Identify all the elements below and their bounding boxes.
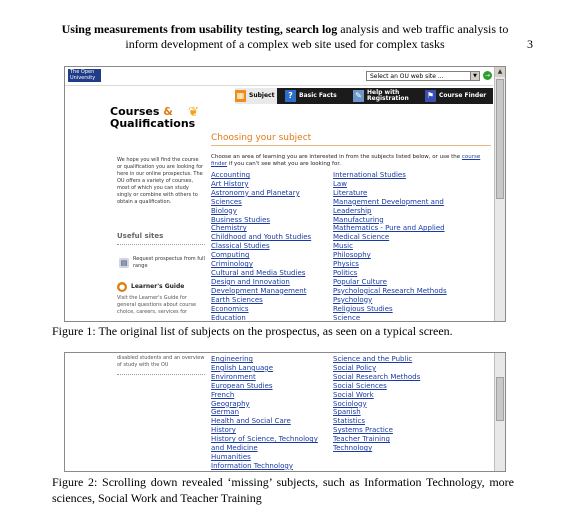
scrollbar[interactable] xyxy=(494,353,505,471)
subject-link[interactable]: Sociology xyxy=(333,399,367,408)
subject-link[interactable]: History of Science, Technology xyxy=(211,435,318,444)
course-finder-link[interactable]: course finder xyxy=(211,154,481,167)
subject-list-left xyxy=(211,355,318,471)
chevron-down-icon[interactable]: ▼ xyxy=(470,72,479,80)
subject-link[interactable]: Engineering xyxy=(211,355,253,363)
subject-link[interactable]: Systems Practice xyxy=(333,426,393,435)
subject-link[interactable]: History xyxy=(211,426,236,435)
subject-link[interactable]: French xyxy=(211,390,235,399)
scroll-up-icon[interactable]: ▲ xyxy=(495,67,505,77)
help-icon: ✎ xyxy=(353,90,364,102)
prospectus-icon: ▤ xyxy=(120,259,128,267)
subject-link[interactable]: Manufacturing xyxy=(333,215,384,224)
subject-link[interactable]: Medical Science xyxy=(333,233,390,242)
question-icon: ? xyxy=(285,90,296,102)
scroll-thumb[interactable] xyxy=(496,79,504,199)
subject-link[interactable]: Biology xyxy=(211,206,237,215)
subject-link[interactable]: Economics xyxy=(211,304,249,313)
learner-guide-text: Visit the Learner's Guide for general questions about course choice, careers, services for xyxy=(117,295,197,315)
subject-link[interactable]: Leadership xyxy=(333,206,372,215)
subject-link[interactable]: Childhood and Youth Studies xyxy=(211,233,312,242)
page-heading: Choosing your subject xyxy=(211,133,491,146)
subject-link[interactable]: Design and Innovation xyxy=(211,277,290,286)
figure1-caption: Figure 1: The original list of subjects on the prospectus, as seen on a typical screen. xyxy=(52,324,453,338)
subject-link[interactable]: Social Sciences xyxy=(333,381,387,390)
subject-link[interactable]: Education xyxy=(211,313,246,322)
learner-guide-text-continued: disabled students and an overview of study with the OU xyxy=(117,355,205,375)
subject-link[interactable]: Health and Social Care xyxy=(211,417,291,426)
learner-guide-icon: ● xyxy=(118,283,126,291)
ou-logo[interactable]: The Open University xyxy=(68,69,101,82)
subject-link[interactable]: Music xyxy=(333,242,353,251)
subject-list-right xyxy=(333,171,447,322)
subject-link[interactable]: Psychological Research Methods xyxy=(333,286,447,295)
request-prospectus-link[interactable]: Request prospectus from full range xyxy=(133,256,205,269)
course-finder-icon: ⚑ xyxy=(426,90,435,100)
subject-link[interactable]: Spanish xyxy=(333,408,361,417)
subject-link[interactable]: Literature xyxy=(333,188,368,197)
subject-link[interactable]: Religious Studies xyxy=(333,304,393,313)
subject-link[interactable]: Popular Culture xyxy=(333,277,387,286)
site-select[interactable]: Select an OU web site ... ▼ xyxy=(366,71,480,81)
subject-link[interactable]: Astronomy and Planetary xyxy=(211,188,300,197)
figure2-screenshot xyxy=(64,352,506,472)
scroll-thumb[interactable] xyxy=(496,377,504,421)
subject-link[interactable]: Statistics xyxy=(333,417,365,426)
subject-link[interactable]: Psychology xyxy=(333,295,373,304)
useful-sites-heading: Useful sites xyxy=(117,232,205,245)
subject-link[interactable]: Science and the Public xyxy=(333,355,413,363)
subject-link[interactable]: Philosophy xyxy=(333,251,371,260)
subject-link[interactable]: English Language xyxy=(211,363,274,372)
subject-link[interactable]: Physics xyxy=(333,260,359,269)
subject-link[interactable]: Accounting xyxy=(211,171,251,179)
nav-subject[interactable]: ▦ Subject xyxy=(235,88,277,104)
nav-basic-facts[interactable]: ? Basic Facts xyxy=(285,88,337,104)
subject-link[interactable]: Sciences xyxy=(211,197,242,206)
subject-link[interactable]: Technology xyxy=(333,444,373,453)
subject-list-right xyxy=(333,355,420,453)
subject-link[interactable]: Art History xyxy=(211,179,249,188)
subject-link[interactable]: European Studies xyxy=(211,381,273,390)
page-number: 3 xyxy=(527,37,533,51)
subjects-intro: Choose an area of learning you are interested in from the subjects listed below, or use the course finder if you can't see what you are looking for. xyxy=(211,154,481,167)
nav-help-registration[interactable]: ✎ Help with Registration xyxy=(353,88,409,104)
scrollbar[interactable] xyxy=(494,67,505,321)
subject-link[interactable]: Management Development and xyxy=(333,197,444,206)
butterfly-icon: ❦ xyxy=(188,105,199,120)
subject-list-left xyxy=(211,171,311,322)
header-title-rest: analysis and web traffic analysis to xyxy=(337,22,509,36)
subject-link[interactable]: German xyxy=(211,408,240,417)
subject-link[interactable]: Chemistry xyxy=(211,224,247,233)
header-line2: inform development of a complex web site used for complex tasks xyxy=(125,37,445,51)
header-title-bold: Using measurements from usability testing, search log xyxy=(61,22,338,36)
main-nav xyxy=(235,88,493,104)
subject-link[interactable]: Humanities xyxy=(211,452,251,461)
subject-link[interactable]: Development Management xyxy=(211,286,307,295)
subject-link[interactable]: Law xyxy=(333,179,347,188)
subject-link[interactable]: Social Policy xyxy=(333,363,377,372)
subject-link[interactable]: Computing xyxy=(211,251,250,260)
nav-course-finder[interactable]: ⚑ Course Finder xyxy=(426,90,487,100)
ou-topbar xyxy=(65,67,493,86)
figure2-caption: Figure 2: Scrolling down revealed ‘missing’ subjects, such as Information Technology, more sciences, Social Work and Teacher Training xyxy=(52,475,514,505)
subject-link[interactable]: Social Research Methods xyxy=(333,372,421,381)
subject-link[interactable]: Criminology xyxy=(211,260,254,269)
subject-link[interactable]: Information Technology xyxy=(211,461,293,470)
subject-link[interactable]: Classical Studies xyxy=(211,242,270,251)
intro-sidebar-text: We hope you will find the course or qualification you are looking for here in our online prospectus. The OU offers a variety of courses, most of which you can study singly or combine with others to obtain a qualification. xyxy=(117,157,204,205)
subject-icon: ▦ xyxy=(236,90,245,100)
subject-link[interactable]: Social Work xyxy=(333,390,374,399)
subject-link[interactable]: Business Studies xyxy=(211,215,271,224)
subject-link[interactable]: and Medicine xyxy=(211,444,258,453)
go-button[interactable]: → xyxy=(484,72,491,79)
subject-link[interactable]: International Studies xyxy=(333,171,406,179)
page-header xyxy=(40,22,530,52)
subject-link[interactable]: Earth Sciences xyxy=(211,295,263,304)
section-title: Courses & Qualifications xyxy=(110,105,196,130)
figure1-screenshot xyxy=(64,66,506,322)
subject-link[interactable]: Teacher Training xyxy=(333,435,390,444)
learner-guide-title[interactable]: Learner's Guide xyxy=(131,283,185,290)
subject-link[interactable]: Mathematics - Pure and Applied xyxy=(333,224,445,233)
subject-link[interactable]: Politics xyxy=(333,268,358,277)
subject-link[interactable]: Cultural and Media Studies xyxy=(211,268,306,277)
subject-link[interactable]: Science xyxy=(333,313,361,322)
subject-link[interactable]: Environment xyxy=(211,372,256,381)
subject-link[interactable]: Geography xyxy=(211,399,250,408)
